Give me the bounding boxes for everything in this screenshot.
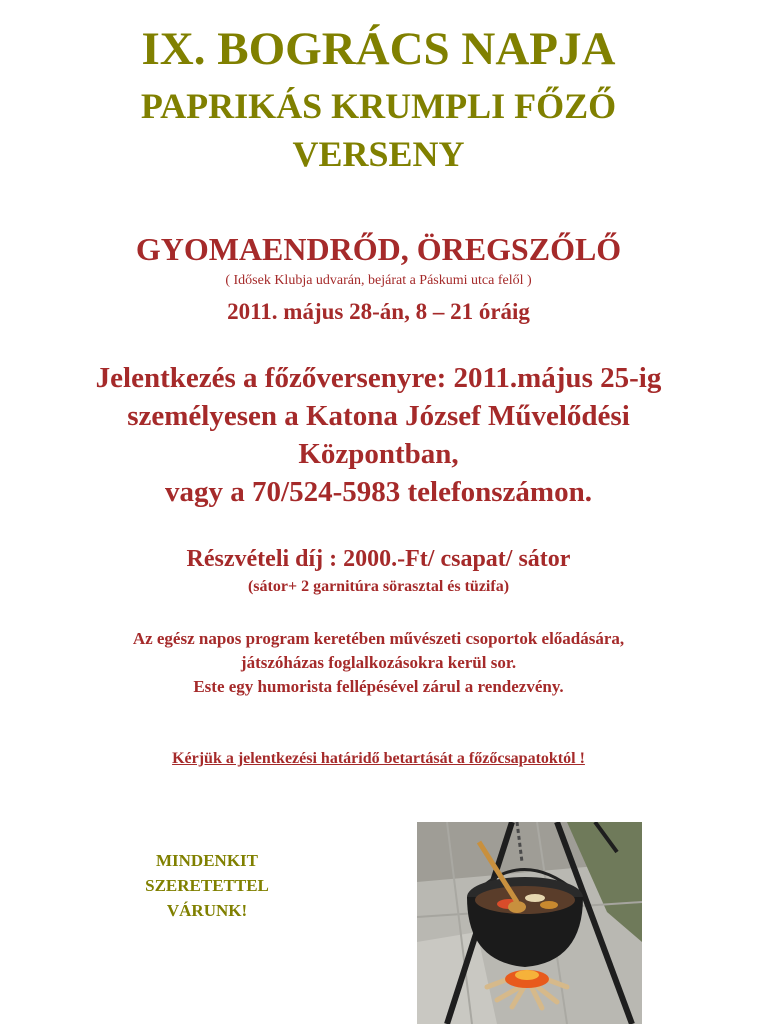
registration-line1: Jelentkezés a főzőversenyre: 2011.május 25-ig: [95, 362, 662, 394]
registration-line3: Központban,: [298, 438, 459, 470]
program-line1: Az egész napos program keretében művészeti csoportok előadására,: [132, 629, 625, 648]
registration-line2: személyesen a Katona József Művelődési: [127, 400, 630, 432]
deadline-request-text: Kérjük a jelentkezési határidő betartását a főzőcsapatoktól !: [172, 750, 585, 767]
deadline-request: [0, 748, 757, 770]
event-subtitle-line1: PAPRIKÁS KRUMPLI FŐZŐ: [140, 86, 617, 126]
program-line2: játszóházas foglalkozásokra kerül sor.: [240, 653, 517, 672]
registration-line4: vagy a 70/524-5983 telefonszámon.: [165, 476, 592, 508]
welcome-line2: SZERETETTEL: [145, 876, 269, 895]
participation-fee-details: (sátor+ 2 garnitúra sörasztal és tüzifa): [247, 578, 510, 595]
event-location: GYOMAENDRŐD, ÖREGSZŐLŐ: [135, 231, 622, 267]
event-venue: ( Idősek Klubja udvarán, bejárat a Páskumi utca felől ): [225, 273, 532, 288]
welcome-line1: MINDENKIT: [155, 851, 258, 870]
cauldron-over-fire-photo: [417, 822, 642, 1024]
welcome-line3: VÁRUNK!: [166, 901, 248, 920]
program-line3: Este egy humorista fellépésével zárul a rendezvény.: [193, 677, 564, 696]
event-date: 2011. május 28-án, 8 – 21 óráig: [227, 299, 530, 324]
event-subtitle-line2: VERSENY: [292, 134, 465, 174]
welcome-message: [107, 848, 307, 923]
participation-fee: Részvételi díj : 2000.-Ft/ csapat/ sátor: [186, 546, 571, 572]
event-title: IX. BOGRÁCS NAPJA: [141, 23, 616, 75]
